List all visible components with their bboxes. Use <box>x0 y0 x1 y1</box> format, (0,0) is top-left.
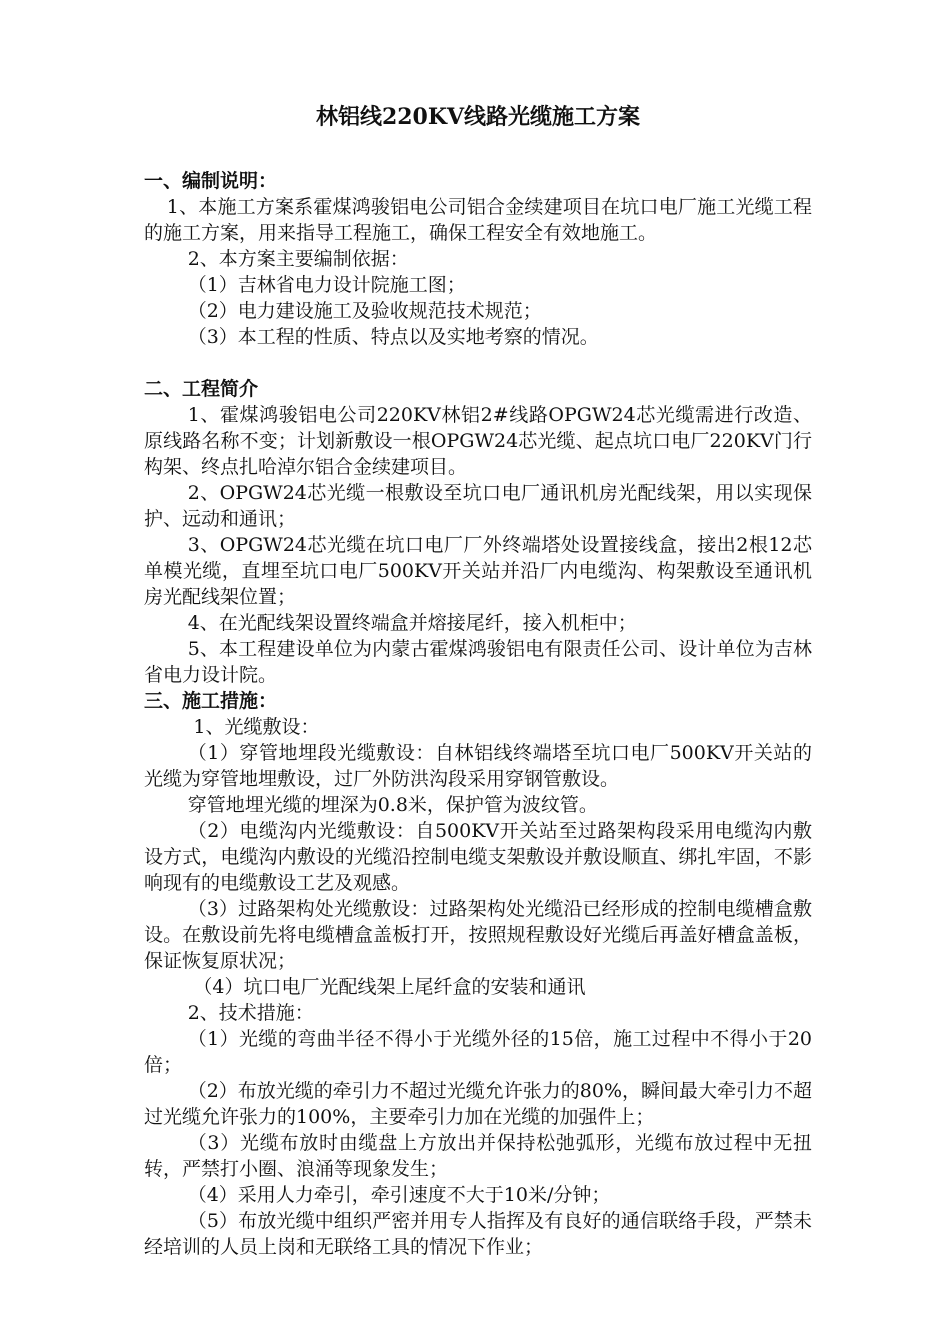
paragraph: （4）坑口电厂光配线架上尾纤盒的安装和通讯 <box>193 976 586 998</box>
paragraph: （3）过路架构处光缆敷设：过路架构处光缆沿已经形成的控制电缆槽盒敷设。在敷设前先将电缆槽盒盖板打开，按照规程敷设好光缆后再盖好槽盒盖板，保证恢复原状况； <box>144 898 812 972</box>
paragraph: 5、本工程建设单位为内蒙古霍煤鸿骏铝电有限责任公司、设计单位为吉林省电力设计院。 <box>144 638 812 686</box>
paragraph: （2）电缆沟内光缆敷设：自500KV开关站至过路架构段采用电缆沟内敷设方式，电缆沟内敷设的光缆沿控制电缆支架敷设并敷设顺直、绑扎牢固，不影响现有的电缆敷设工艺及观感。 <box>144 820 812 894</box>
paragraph: （3）本工程的性质、特点以及实地考察的情况。 <box>187 326 599 348</box>
document-body <box>144 102 812 1260</box>
paragraph: 1、本施工方案系霍煤鸿骏铝电公司铝合金续建项目在坑口电厂施工光缆工程的施工方案，用来指导工程施工，确保工程安全有效地施工。 <box>144 196 812 244</box>
paragraph: 1、霍煤鸿骏铝电公司220KV林铝2#线路OPGW24芯光缆需进行改造、原线路名称不变；计划新敷设一根OPGW24芯光缆、起点坑口电厂220KV门行构架、终点扎哈淖尔铝合金续建项目。 <box>144 404 812 478</box>
document-title: 林铝线220KV线路光缆施工方案 <box>315 104 641 130</box>
paragraph: （1）吉林省电力设计院施工图； <box>187 274 466 296</box>
paragraph: 4、在光配线架设置终端盒并熔接尾纤，接入机柜中； <box>187 612 637 634</box>
spacer <box>144 350 812 376</box>
paragraph: （1）光缆的弯曲半径不得小于光缆外径的15倍，施工过程中不得小于20倍； <box>144 1028 812 1076</box>
section-heading-3: 三、施工措施： <box>144 690 278 712</box>
paragraph: 2、本方案主要编制依据： <box>187 248 409 270</box>
paragraph: （4）采用人力牵引，牵引速度不大于10米/分钟； <box>187 1184 611 1206</box>
paragraph: 2、技术措施： <box>187 1002 314 1024</box>
paragraph: （2）电力建设施工及验收规范技术规范； <box>187 300 542 322</box>
paragraph: 3、OPGW24芯光缆在坑口电厂厂外终端塔处设置接线盒，接出2根12芯单模光缆，直埋至坑口电厂500KV开关站并沿厂内电缆沟、构架敷设至通讯机房光配线架位置； <box>144 534 812 608</box>
paragraph: （1）穿管地埋段光缆敷设：自林铝线终端塔至坑口电厂500KV开关站的光缆为穿管地埋敷设，过厂外防洪沟段采用穿钢管敷设。 <box>144 742 812 790</box>
paragraph: （5）布放光缆中组织严密并用专人指挥及有良好的通信联络手段，严禁未经培训的人员上岗和无联络工具的情况下作业； <box>144 1210 812 1258</box>
paragraph: 1、光缆敷设： <box>193 716 320 738</box>
paragraph: （2）布放光缆的牵引力不超过光缆允许张力的80%，瞬间最大牵引力不超过光缆允许张力的100%，主要牵引力加在光缆的加强件上； <box>144 1080 813 1128</box>
section-heading-2: 二、工程简介 <box>144 378 259 400</box>
paragraph: 2、OPGW24芯光缆一根敷设至坑口电厂通讯机房光配线架，用以实现保护、远动和通讯； <box>144 482 812 530</box>
paragraph: 穿管地埋光缆的埋深为0.8米，保护管为波纹管。 <box>187 794 598 816</box>
section-heading-1: 一、编制说明： <box>144 170 278 192</box>
paragraph: （3）光缆布放时由缆盘上方放出并保持松弛弧形，光缆布放过程中无扭转，严禁打小圈、浪涌等现象发生； <box>144 1132 812 1180</box>
